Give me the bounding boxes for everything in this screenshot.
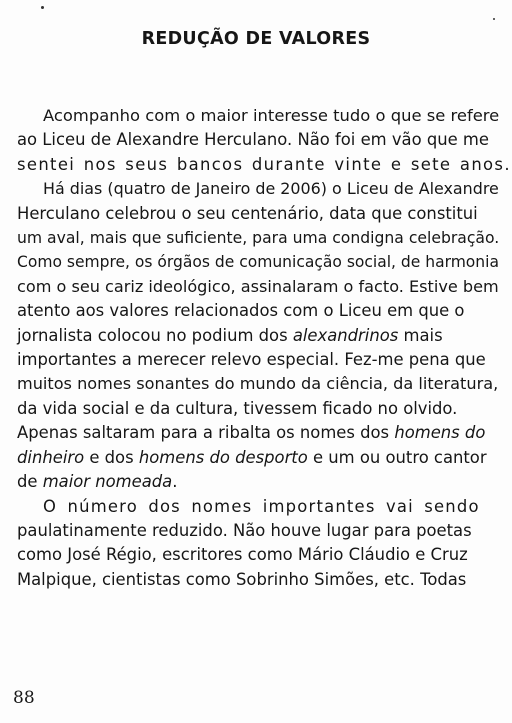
text-line: paulatinamente reduzido. Não houve lugar para poetas xyxy=(17,520,472,540)
text-line: atento aos valores relacionados com o Liceu em que o xyxy=(17,301,465,321)
text-line: O número dos nomes importantes vai sendo xyxy=(43,496,480,516)
paragraph-1 xyxy=(17,104,511,177)
text-fragment: mais xyxy=(403,325,443,345)
text-line: com o seu cariz ideológico, assinalaram o facto. Estive bem xyxy=(17,276,499,296)
paragraph-2 xyxy=(17,177,499,494)
text-fragment: . xyxy=(172,472,178,492)
text-line: da vida social e da cultura, tivessem ficado no olvido. xyxy=(17,398,458,418)
italic-term: homens do xyxy=(394,423,486,443)
text-line xyxy=(17,421,499,445)
text-fragment: e um ou outro cantor xyxy=(312,447,487,467)
text-line: importantes a merecer relevo especial. Fez-me pena que xyxy=(17,350,486,370)
italic-term: dinheiro xyxy=(17,447,85,467)
text-line xyxy=(17,324,499,348)
body-text xyxy=(17,104,511,592)
page-number: 88 xyxy=(13,688,35,708)
text-line: Como sempre, os órgãos de comunicação social, de harmonia xyxy=(17,253,499,272)
text-fragment: de xyxy=(17,472,38,492)
text-line: muitos nomes sonantes do mundo da ciência, da literatura, xyxy=(17,374,499,394)
text-line: ao Liceu de Alexandre Herculano. Não foi em vão que me xyxy=(17,130,489,150)
text-line: Acompanho com o maior interesse tudo o que se refere xyxy=(43,106,500,125)
paragraph-3 xyxy=(17,495,499,593)
text-line xyxy=(17,470,499,494)
text-fragment: jornalista colocou no podium dos xyxy=(17,325,288,345)
text-line-content: sentei nos seus bancos durante vinte e sete anos. xyxy=(17,154,511,174)
text-line: Herculano celebrou o seu centenário, data que constitui xyxy=(17,203,478,223)
text-line xyxy=(17,153,511,177)
text-line xyxy=(17,446,499,470)
scan-speck xyxy=(493,18,495,20)
italic-term: homens do desporto xyxy=(138,447,308,467)
text-fragment: e dos xyxy=(89,447,134,467)
text-line: como José Régio, escritores como Mário Cláudio e Cruz xyxy=(17,545,468,565)
text-line: um aval, mais que suficiente, para uma condigna celebração. xyxy=(17,229,500,248)
scan-speck xyxy=(41,6,44,9)
italic-term: alexandrinos xyxy=(292,325,399,345)
text-line: Há dias (quatro de Janeiro de 2006) o Liceu de Alexandre xyxy=(43,179,499,199)
page-title: REDUÇÃO DE VALORES xyxy=(141,29,371,49)
text-line: Malpique, cientistas como Sobrinho Simões, etc. Todas xyxy=(17,569,467,589)
italic-term: maior nomeada xyxy=(42,472,173,492)
text-fragment: Apenas saltaram para a ribalta os nomes dos xyxy=(17,423,390,443)
